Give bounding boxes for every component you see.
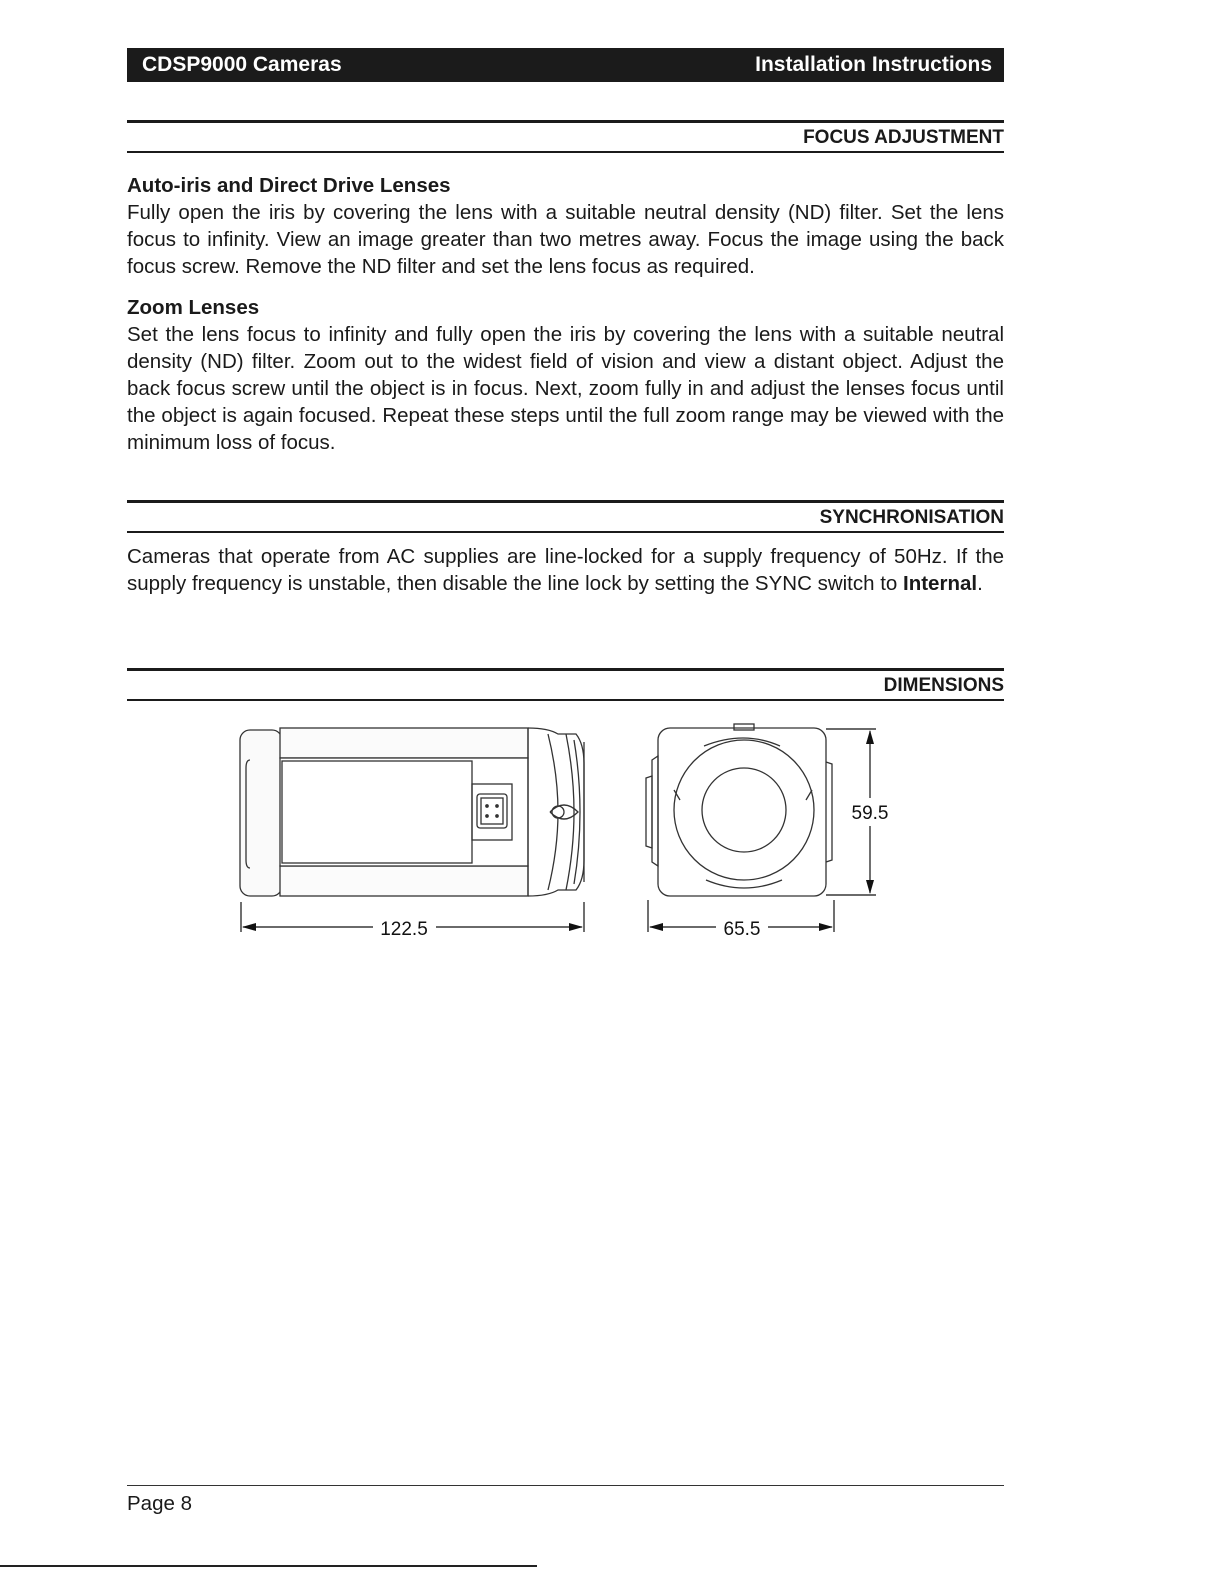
zoom-heading: Zoom Lenses [127, 296, 260, 319]
header-product: CDSP9000 Cameras [142, 53, 342, 76]
section-header-sync [127, 500, 1004, 533]
auto-iris-block [127, 172, 1004, 280]
sync-block [127, 543, 1004, 597]
page-number: Page 8 [127, 1492, 192, 1515]
header-doc-type: Installation Instructions [755, 53, 992, 76]
section-header-dimensions [127, 668, 1004, 701]
dimension-width: 65.5 [723, 919, 761, 940]
camera-front-view [646, 724, 832, 896]
zoom-text: Set the lens focus to infinity and fully open the iris by covering the lens with a suitable neutral density (ND) filter. Zoom out to the widest field of vision and view a distant object. Adjust the back focus screw until the object is in focus. Next, zoom fully in and adjust the lenses focus until the object is again focused. Repeat these steps until the full zoom range may be viewed with the minimum loss of focus. [127, 323, 1004, 454]
camera-side-view [240, 728, 584, 896]
sync-text-tail: . [977, 572, 983, 595]
section-title: FOCUS ADJUSTMENT [803, 127, 1004, 148]
auto-iris-text: Fully open the iris by covering the lens with a suitable neutral density (ND) filter. Set the lens focus to infinity. View an image greater than two metres away. Focus the image using the back focus screw. Remove the ND filter and set the lens focus as required. [127, 201, 1004, 278]
section-header-focus [127, 120, 1004, 153]
section-title: SYNCHRONISATION [819, 507, 1004, 528]
page-header [127, 48, 1004, 82]
zoom-block [127, 294, 1004, 456]
dimension-length: 122.5 [380, 919, 428, 940]
dimension-lines [241, 729, 876, 932]
sync-text [127, 543, 1004, 597]
sync-text-main: Cameras that operate from AC supplies are line-locked for a supply frequency of 50Hz. If the supply frequency is unstable, then disable the line lock by setting the SYNC switch to [127, 545, 1004, 595]
dimension-height: 59.5 [851, 803, 889, 824]
bottom-rule [0, 1565, 537, 1567]
section-title: DIMENSIONS [883, 675, 1004, 696]
sync-internal: Internal [903, 572, 978, 595]
auto-iris-heading: Auto-iris and Direct Drive Lenses [127, 174, 451, 197]
footer-rule [127, 1485, 1004, 1486]
